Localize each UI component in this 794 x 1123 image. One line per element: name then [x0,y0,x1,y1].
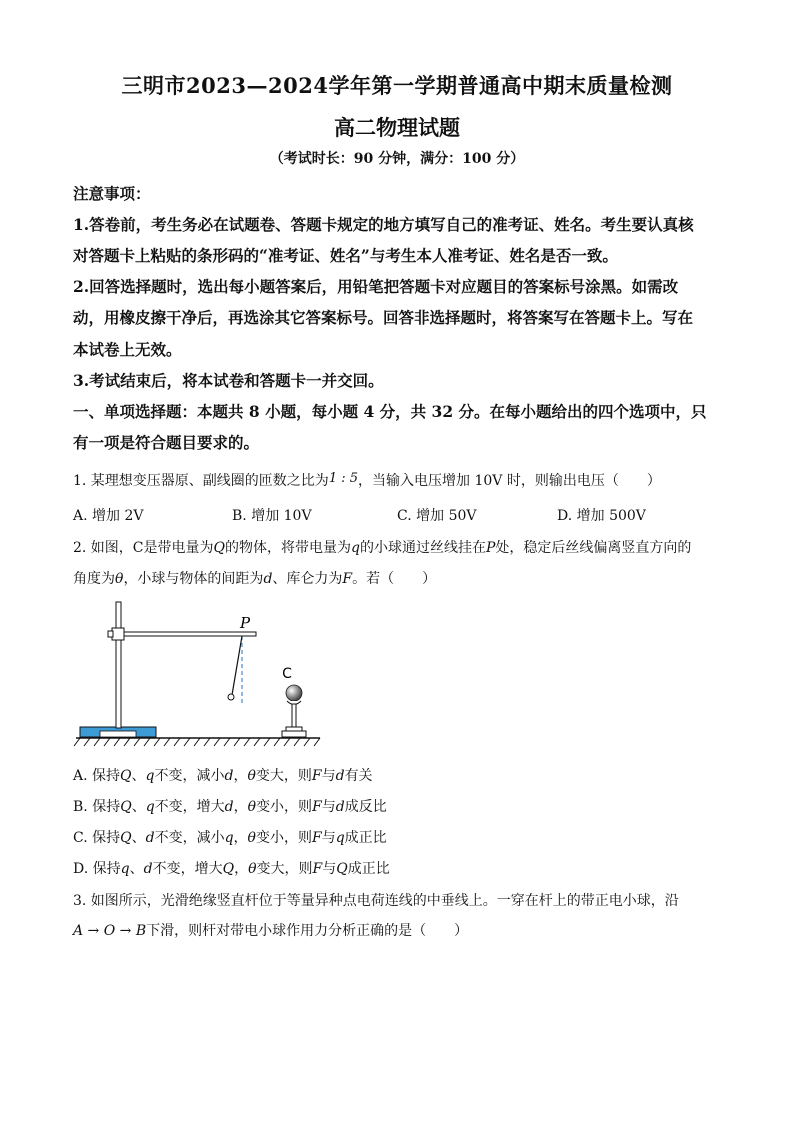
var-q: q [145,799,155,815]
horizontal-arm [124,632,256,636]
var-d: d [143,861,153,877]
var-q: q [351,540,360,556]
opt-text: B. 保持 [73,799,121,815]
q2-text: 处，稳定后丝线偏离竖直方向的 [495,540,692,556]
opt-text: 不变，增大 [154,799,225,815]
opt-text: ， [233,768,248,784]
var-F: F [342,571,353,587]
section-heading-cont: 有一项是符合题目要求的。 [73,433,260,452]
opt-text: 与 [321,830,336,846]
opt-text: 变大，则 [256,861,313,877]
exam-info: （考试时长：90 分钟，满分：100 分） [269,151,525,167]
notice-line: 本试卷上无效。 [73,340,182,359]
var-q: q [335,830,345,846]
q1-ratio: 1 : 5 [328,471,358,486]
q2-text: 角度为 [73,571,115,587]
q1-option-c: C. 增加 50V [397,508,477,524]
sphere-stand [282,701,306,737]
opt-text: 成正比 [344,830,387,846]
small-ball [228,694,234,700]
q2-text: 的物体，将带电量为 [225,540,352,556]
var-d: d [335,799,345,815]
q2-option-c [73,827,387,847]
notice-line: 3.考试结束后，将本试卷和答题卡一并交回。 [73,371,384,390]
q2-option-a [73,765,373,785]
notice-line: 2.回答选择题时，选出每小题答案后，用铅笔把答题卡对应题目的答案标号涂黑。如需改 [73,277,679,296]
section-heading: 一、单项选择题：本题共 8 小题，每小题 4 分，共 32 分。在每小题给出的四个选项中，只 [73,402,707,421]
opt-text: 、 [129,861,144,877]
q2-figure [72,598,332,748]
opt-text: 成反比 [344,799,387,815]
var-P: P [485,540,496,556]
question-1-stem [73,470,733,490]
var-Q: Q [336,861,348,877]
q1-stem-a: 1. 某理想变压器原、副线圈的匝数之比为 [73,473,329,489]
q1-option-b: B. 增加 10V [232,508,312,524]
charged-sphere-C [286,685,302,701]
q2-text: 2. 如图，C是带电量为 [73,540,214,556]
question-2-stem-line1 [73,537,733,557]
stand-rod [116,602,121,728]
opt-text: 变小，则 [255,830,312,846]
q3-path: A → O → B [73,923,147,939]
exam-title: 三明市2023—2024学年第一学期普通高中期末质量检测 [121,73,673,98]
var-theta: θ [247,768,256,784]
opt-text: A. 保持 [73,768,121,784]
var-F: F [311,768,322,784]
var-F: F [312,861,323,877]
q2-option-b [73,796,387,816]
var-q: q [120,861,130,877]
var-d: d [335,768,345,784]
opt-text: 不变，减小 [154,830,225,846]
opt-text: 与 [321,799,336,815]
q2-text: 、库仑力为 [272,571,343,587]
var-F: F [311,830,322,846]
notice-line: 1.答卷前，考生务必在试题卷、答题卡规定的地方填写自己的准考证、姓名。考生要认真核 [73,215,694,234]
var-d: d [224,768,234,784]
exam-subtitle: 高二物理试题 [334,115,460,140]
opt-text: 不变，减小 [154,768,225,784]
question-3-stem-line1: 3. 如图所示，光滑绝缘竖直杆位于等量异种点电荷连线的中垂线上。一穿在杆上的带正电小球，沿 [73,893,679,909]
opt-text: 、 [131,768,146,784]
q1-option-d: D. 增加 500V [557,508,646,524]
var-F: F [312,799,322,815]
var-q: q [224,830,234,846]
opt-text: 、 [131,830,146,846]
var-theta: θ [247,830,256,846]
opt-text: C. 保持 [73,830,121,846]
opt-text: 有关 [344,768,373,784]
thread [232,636,242,695]
q1-stem-b: ，当输入电压增加 10V 时，则输出电压（ ） [358,473,661,489]
var-theta: θ [248,861,257,877]
opt-text: D. 保持 [73,861,121,877]
var-theta: θ [247,799,257,815]
q2-text: ，小球与物体的间距为 [123,571,264,587]
var-d: d [145,830,155,846]
notice-heading: 注意事项： [73,184,151,203]
var-q: q [145,768,155,784]
opt-text: ， [234,861,249,877]
question-2-stem-line2 [73,568,733,588]
label-C: C [282,666,292,682]
opt-text: 与 [321,768,336,784]
var-theta: θ [115,571,124,587]
ground-hatching [74,738,320,746]
question-3-stem-line2 [73,920,733,940]
label-P: P [240,614,251,632]
opt-text: 与 [322,861,337,877]
opt-text: ， [233,799,248,815]
var-d: d [263,571,273,587]
stand-clamp [108,628,124,640]
var-d: d [224,799,234,815]
var-Q: Q [120,799,132,815]
q2-text: 。若（ ） [352,571,437,587]
q3-text: 下滑，则杆对带电小球作用力分析正确的是（ ） [146,923,469,939]
var-Q: Q [222,861,235,877]
q1-option-a: A. 增加 2V [73,508,144,524]
var-Q: Q [120,768,132,784]
opt-text: 变大，则 [255,768,312,784]
var-Q: Q [120,830,132,846]
opt-text: 成正比 [347,861,390,877]
q2-text: 的小球通过丝线挂在 [359,540,486,556]
notice-line: 对答题卡上粘贴的条形码的“准考证、姓名”与考生本人准考证、姓名是否一致。 [73,246,618,265]
opt-text: 、 [131,799,146,815]
q2-option-d [73,858,390,878]
opt-text: ， [233,830,248,846]
opt-text: 不变，增大 [152,861,223,877]
notice-line: 动，用橡皮擦干净后，再选涂其它答案标号。回答非选择题时，将答案写在答题卡上。写在 [73,308,694,327]
opt-text: 变小，则 [256,799,313,815]
var-Q: Q [213,540,226,556]
